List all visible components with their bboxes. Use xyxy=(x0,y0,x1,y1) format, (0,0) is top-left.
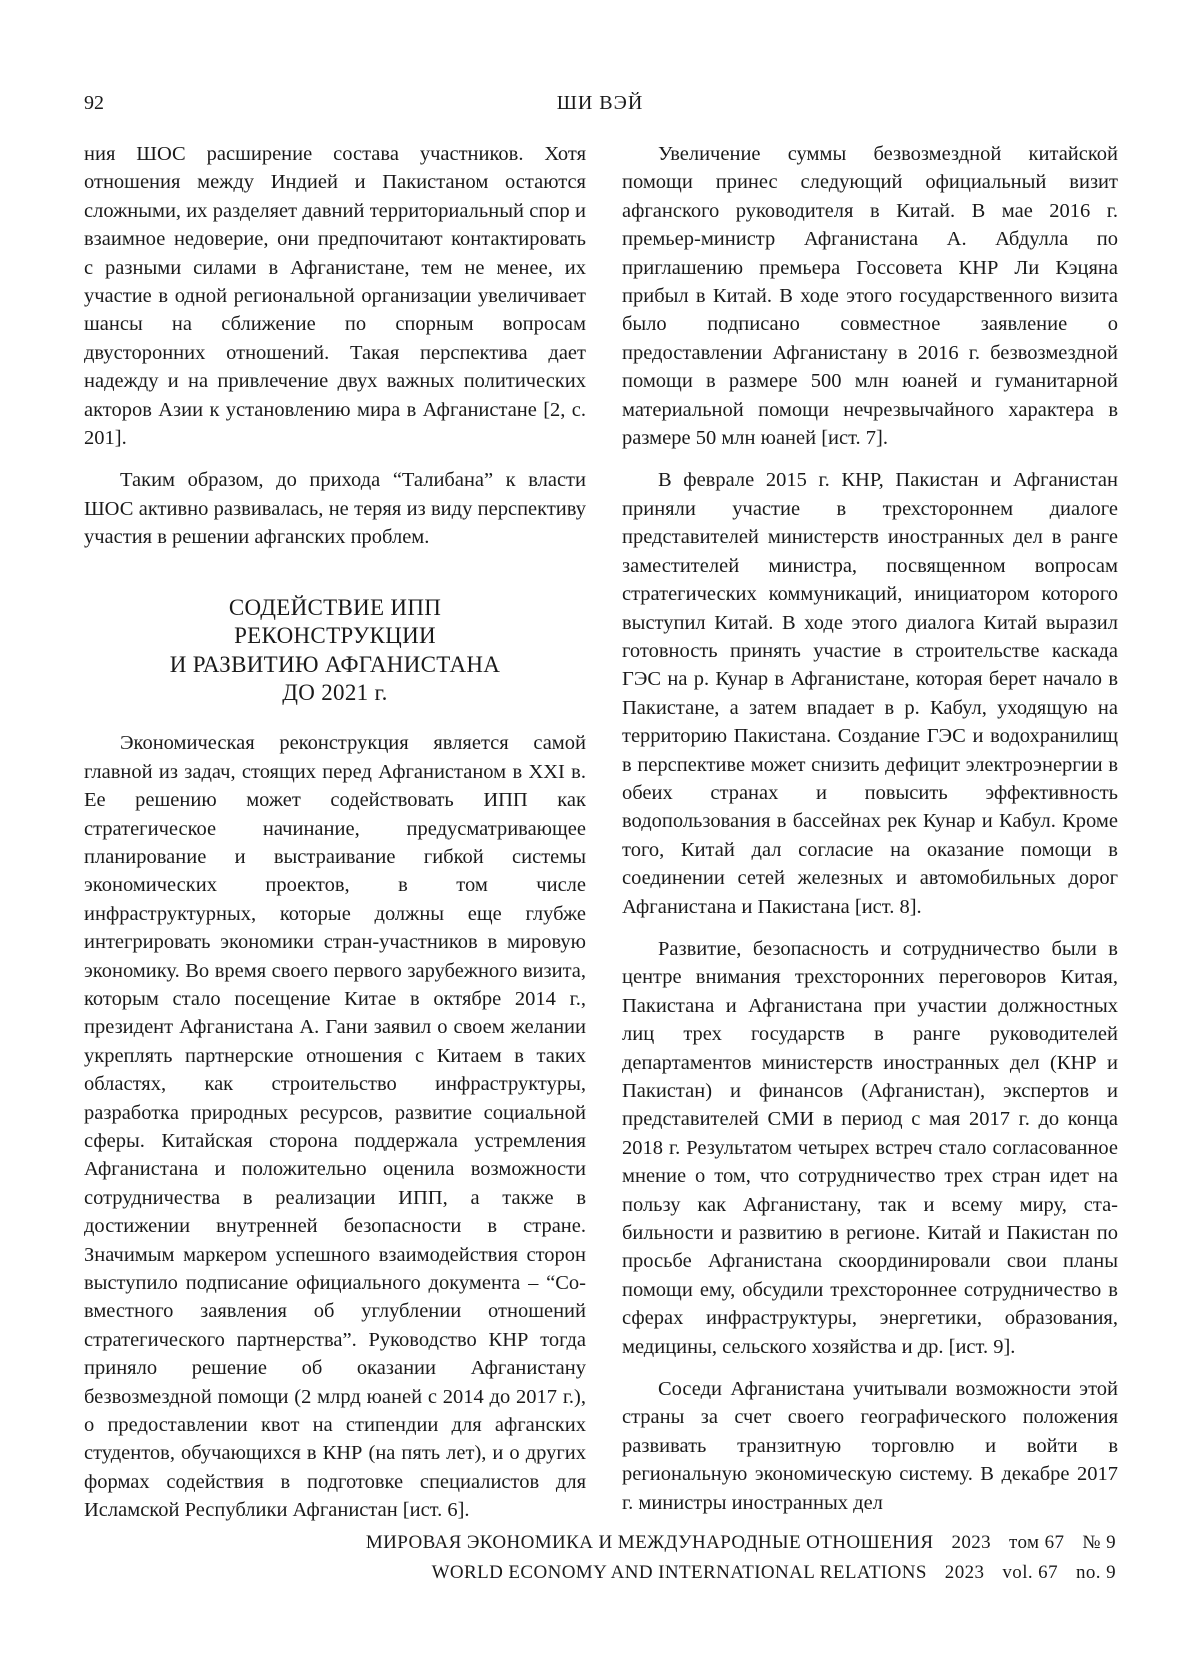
section-heading-line: ДО 2021 г. xyxy=(282,679,388,705)
section-heading-line: И РАЗВИТИЮ АФГАНИСТАНА xyxy=(169,651,501,677)
paragraph: Увеличение суммы безвозмездной китайской помощи принес следующий официальный визит афганского руководителя в Китай. В мае 2016 г. премьер-министр Афганистана А. Абдулла по приглашению премьера Госсовета КНР Ли Кэцяна прибыл в Китай. В ходе этого государственного визита было подписано совместное заявление о предоставлении Афганистану в 2016 г. безвозмездной помощи в размере 500 млн юаней и гуманитарной материальной помощи нечрезвычайного характера в размере 50 млн юаней [ист. 7]. xyxy=(622,143,1118,450)
left-column xyxy=(84,140,586,1539)
section-heading-line: СОДЕЙСТВИЕ ИПП xyxy=(228,594,442,620)
journal-year-ru: 2023 xyxy=(951,1532,992,1553)
paragraph: Таким образом, до прихода “Талибана” к власти ШОС активно развивалась, не теряя из виду перспективу участия в решении афганских проблем. xyxy=(84,469,586,549)
journal-footer-en xyxy=(432,1562,1116,1584)
right-column xyxy=(622,140,1118,1531)
paragraph: Развитие, безопасность и сотрудничество были в центре внимания трехсторонних переговоров Китая, Пакистана и Афганистана при участии должностных лиц трех государств в ранге руководителей департаментов министерств иностранных дел (КНР и Пакистан) и финансов (Афганистан), экспертов и представителей СМИ в период с мая 2017 г. до конца 2018 г. Результатом четырех встреч стало согласованное мнение о том, что сотрудничество трех стран идет на пользу как Афганистану, так и всему миру, стабильности и развитию в регионе. Китай и Пакистан по просьбе Афганистана скоординировали свои планы помощи ему, обсудили трехстороннее сотрудничество в сферах инфраструктуры, энергетики, образования, медицины, сельского хозяйства и др. [ист. 9]. xyxy=(622,937,1118,1358)
journal-year-en: 2023 xyxy=(944,1562,985,1583)
paragraph: В феврале 2015 г. КНР, Пакистан и Афганистан приняли участие в трехстороннем диалоге представителей министерств иностранных дел в ранге заместителей министра, посвященном вопросам стратегических коммуникаций, инициатором которого выступил Китай. В ходе этого диалога Китай выразил готовность принять участие в строительстве каскада ГЭС на р. Кунар в Афганистане, которая берет начало в Пакистане, а затем впадает в р. Кабул, уходящую на территорию Пакистана. Создание ГЭС и водохранилищ в перспективе может снизить дефицит электроэнергии в обеих странах и повысить эффективность водопользования в бассейнах рек Кунар и Кабул. Кроме того, Китай дал согласие на оказание помощи в соединении сетей железных и автомобильных дорог Афганистана и Пакистана [ист. 8]. xyxy=(622,469,1118,918)
journal-title-ru: МИРОВАЯ ЭКОНОМИКА И МЕЖДУНАРОДНЫЕ ОТНОШЕНИЯ xyxy=(365,1532,934,1553)
journal-footer-ru xyxy=(366,1532,1116,1554)
section-heading xyxy=(84,594,586,708)
section-heading-line: РЕКОНСТРУКЦИИ xyxy=(234,623,436,649)
paragraph: Соседи Афганистана учитывали возможности этой страны за счет своего географического положения развивать транзитную торговлю и войти в региональную экономическую систему. В декабре 2017 г. министры иностранных дел xyxy=(622,1378,1118,1514)
paragraph: Экономическая реконструкция является самой главной из задач, стоящих перед Афганистаном в XXI в. Ее решению может содействовать ИПП как стратегическое начинание, предусматривающее планирование и выстраивание гибкой системы экономических проектов, в том числе инфраструктурных, которые должны еще глубже интегрировать экономики стран-участников в мировую экономику. Во время своего первого зарубежного визита, которым стало посещение Китае в октябре 2014 г., президент Афганистана А. Гани заявил о своем желании укреплять партнерские отношения с Китаем в таких областях, как строительство инфраструктуры, разработка природных ресурсов, развитие социальной сферы. Китайская сторона поддержала устремления Афганистана и положительно оценила возможности сотрудничества в реализации ИПП, а также в достижении внутренней безопасности в стране. Значимым маркером успешного взаимодействия сторон выступило подписание официального документа – “Совместного заявления об углублении отношений стратегического партнерства”. Руководство КНР тогда приняло решение об оказании Афганистану безвозмездной помощи (2 млрд юаней с 2014 до 2017 г.), о предоставлении квот на стипендии для афганских студентов, обучающихся в КНР (на пять лет), и о других формах содействия в подготовке специалистов для Исламской Республики Афганистан [ист. 6]. xyxy=(84,732,586,1522)
journal-volume-ru: том 67 xyxy=(1009,1532,1065,1553)
page-header xyxy=(84,92,1116,118)
journal-issue-ru: № 9 xyxy=(1082,1532,1116,1553)
journal-issue-en: no. 9 xyxy=(1076,1562,1116,1583)
running-head-author: ШИ ВЭЙ xyxy=(556,92,644,114)
page-number: 92 xyxy=(84,92,104,114)
journal-volume-en: vol. 67 xyxy=(1002,1562,1058,1583)
paragraph: ния ШОС расширение состава участников. Хотя отношения между Индией и Пакистаном остаются сложными, их разделяет давний территориальный спор и взаимное недоверие, они предпочитают контактировать с разными силами в Афганистане, тем не менее, их участие в одной региональной организации увеличивает шансы на сближение по спорным вопросам двусторонних отношений. Такая перспектива дает надежду и на привлечение двух важных политических акторов Азии к установлению мира в Афганистане [2, с. 201]. xyxy=(84,143,586,450)
journal-title-en: WORLD ECONOMY AND INTERNATIONAL RELATIONS xyxy=(431,1562,927,1583)
